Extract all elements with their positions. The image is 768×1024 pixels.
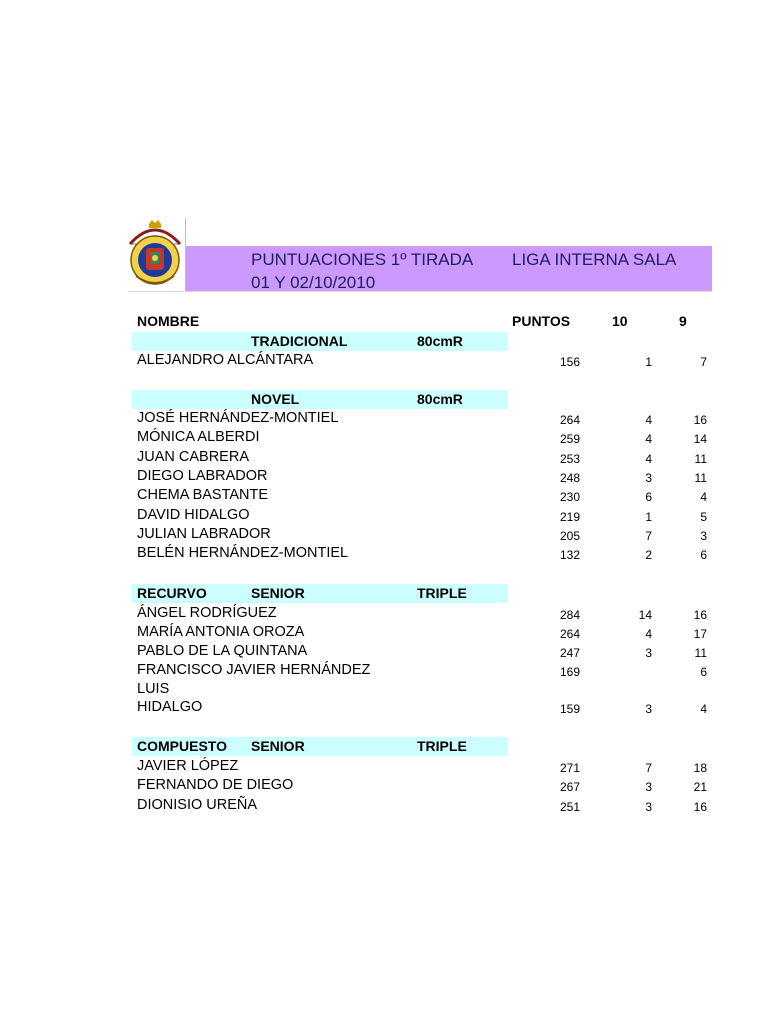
archer-name: FERNANDO DE DIEGO [137, 777, 294, 793]
score-tens: 7 [645, 761, 652, 775]
score-points: 248 [559, 471, 580, 485]
archer-name: MARÍA ANTONIA OROZA [137, 624, 305, 640]
archer-name: MÓNICA ALBERDI [137, 429, 260, 445]
score-tens: 3 [645, 702, 652, 716]
archer-name: ÁNGEL RODRÍGUEZ [137, 605, 277, 621]
score-nines: 16 [693, 608, 707, 622]
archer-name: JAVIER LÓPEZ [137, 758, 239, 774]
archer-name: CHEMA BASTANTE [137, 487, 269, 503]
score-points: 156 [559, 355, 580, 369]
archer-name: ALEJANDRO ALCÁNTARA [137, 352, 314, 368]
archer-name: JOSÉ HERNÁNDEZ-MONTIEL [137, 410, 339, 426]
score-nines: 11 [694, 471, 707, 485]
archer-name: FRANCISCO JAVIER HERNÁNDEZ [137, 662, 371, 678]
score-points: 247 [559, 646, 580, 660]
score-tens: 3 [645, 471, 652, 485]
archer-name: PABLO DE LA QUINTANA [137, 643, 308, 659]
section-label: TRADICIONAL [251, 333, 348, 349]
score-tens: 4 [645, 432, 652, 446]
score-points: 159 [559, 702, 580, 716]
section-label: SENIOR [251, 738, 305, 754]
score-nines: 7 [700, 355, 707, 369]
score-nines: 4 [700, 702, 707, 716]
score-nines: 17 [693, 627, 707, 641]
score-points: 230 [559, 490, 580, 504]
score-points: 219 [559, 510, 580, 524]
title-right: LIGA INTERNA SALA [512, 250, 677, 269]
score-tens: 3 [645, 646, 652, 660]
section-label: SENIOR [251, 585, 305, 601]
score-tens: 2 [645, 548, 652, 562]
score-points: 267 [559, 780, 580, 794]
score-nines: 16 [693, 800, 707, 814]
section-label: 80cmR [417, 391, 463, 407]
score-points: 259 [559, 432, 580, 446]
section-label: TRIPLE [417, 738, 467, 754]
section-label: RECURVO [137, 585, 207, 601]
score-nines: 18 [693, 761, 707, 775]
score-tens: 4 [645, 452, 652, 466]
score-nines: 3 [700, 529, 707, 543]
score-tens: 3 [645, 780, 652, 794]
score-nines: 11 [694, 452, 707, 466]
title-underline [128, 291, 712, 292]
score-nines: 21 [693, 780, 707, 794]
score-points: 205 [559, 529, 580, 543]
score-nines: 11 [694, 646, 707, 660]
score-points: 132 [559, 548, 580, 562]
score-points: 253 [559, 452, 580, 466]
score-tens: 3 [645, 800, 652, 814]
score-tens: 6 [645, 490, 652, 504]
score-nines: 5 [700, 510, 707, 524]
section-label: 80cmR [417, 333, 463, 349]
score-points: 251 [559, 800, 580, 814]
archer-name: BELÉN HERNÁNDEZ-MONTIEL [137, 545, 349, 561]
section-label: NOVEL [251, 391, 300, 407]
score-tens: 7 [645, 529, 652, 543]
score-points: 271 [559, 761, 580, 775]
column-header-10: 10 [612, 313, 628, 329]
club-crest-icon [124, 218, 186, 292]
section-label: TRIPLE [417, 585, 467, 601]
section-label: COMPUESTO [137, 738, 227, 754]
score-points: 284 [559, 608, 580, 622]
score-points: 264 [559, 627, 580, 641]
title-line-2: 01 Y 02/10/2010 [251, 273, 376, 292]
column-header-9: 9 [679, 313, 687, 329]
score-tens: 4 [645, 413, 652, 427]
score-tens: 1 [645, 355, 652, 369]
archer-name: HIDALGO [137, 699, 203, 715]
archer-name: DIONISIO UREÑA [137, 797, 258, 813]
score-tens: 14 [638, 608, 652, 622]
score-points: 169 [559, 665, 580, 679]
archer-name: LUIS [137, 681, 170, 697]
archer-name: JUAN CABRERA [137, 449, 249, 465]
column-header-puntos: PUNTOS [512, 313, 571, 329]
column-header-nombre: NOMBRE [137, 313, 200, 329]
score-nines: 6 [700, 665, 707, 679]
archer-name: DAVID HIDALGO [137, 507, 250, 523]
score-tens: 1 [645, 510, 652, 524]
score-nines: 16 [693, 413, 707, 427]
score-tens: 4 [645, 627, 652, 641]
title-line-1: PUNTUACIONES 1º TIRADA [251, 250, 474, 269]
score-nines: 4 [700, 490, 707, 504]
score-nines: 14 [693, 432, 707, 446]
archer-name: DIEGO LABRADOR [137, 468, 268, 484]
score-nines: 6 [700, 548, 707, 562]
score-points: 264 [559, 413, 580, 427]
archer-name: JULIAN LABRADOR [137, 526, 271, 542]
